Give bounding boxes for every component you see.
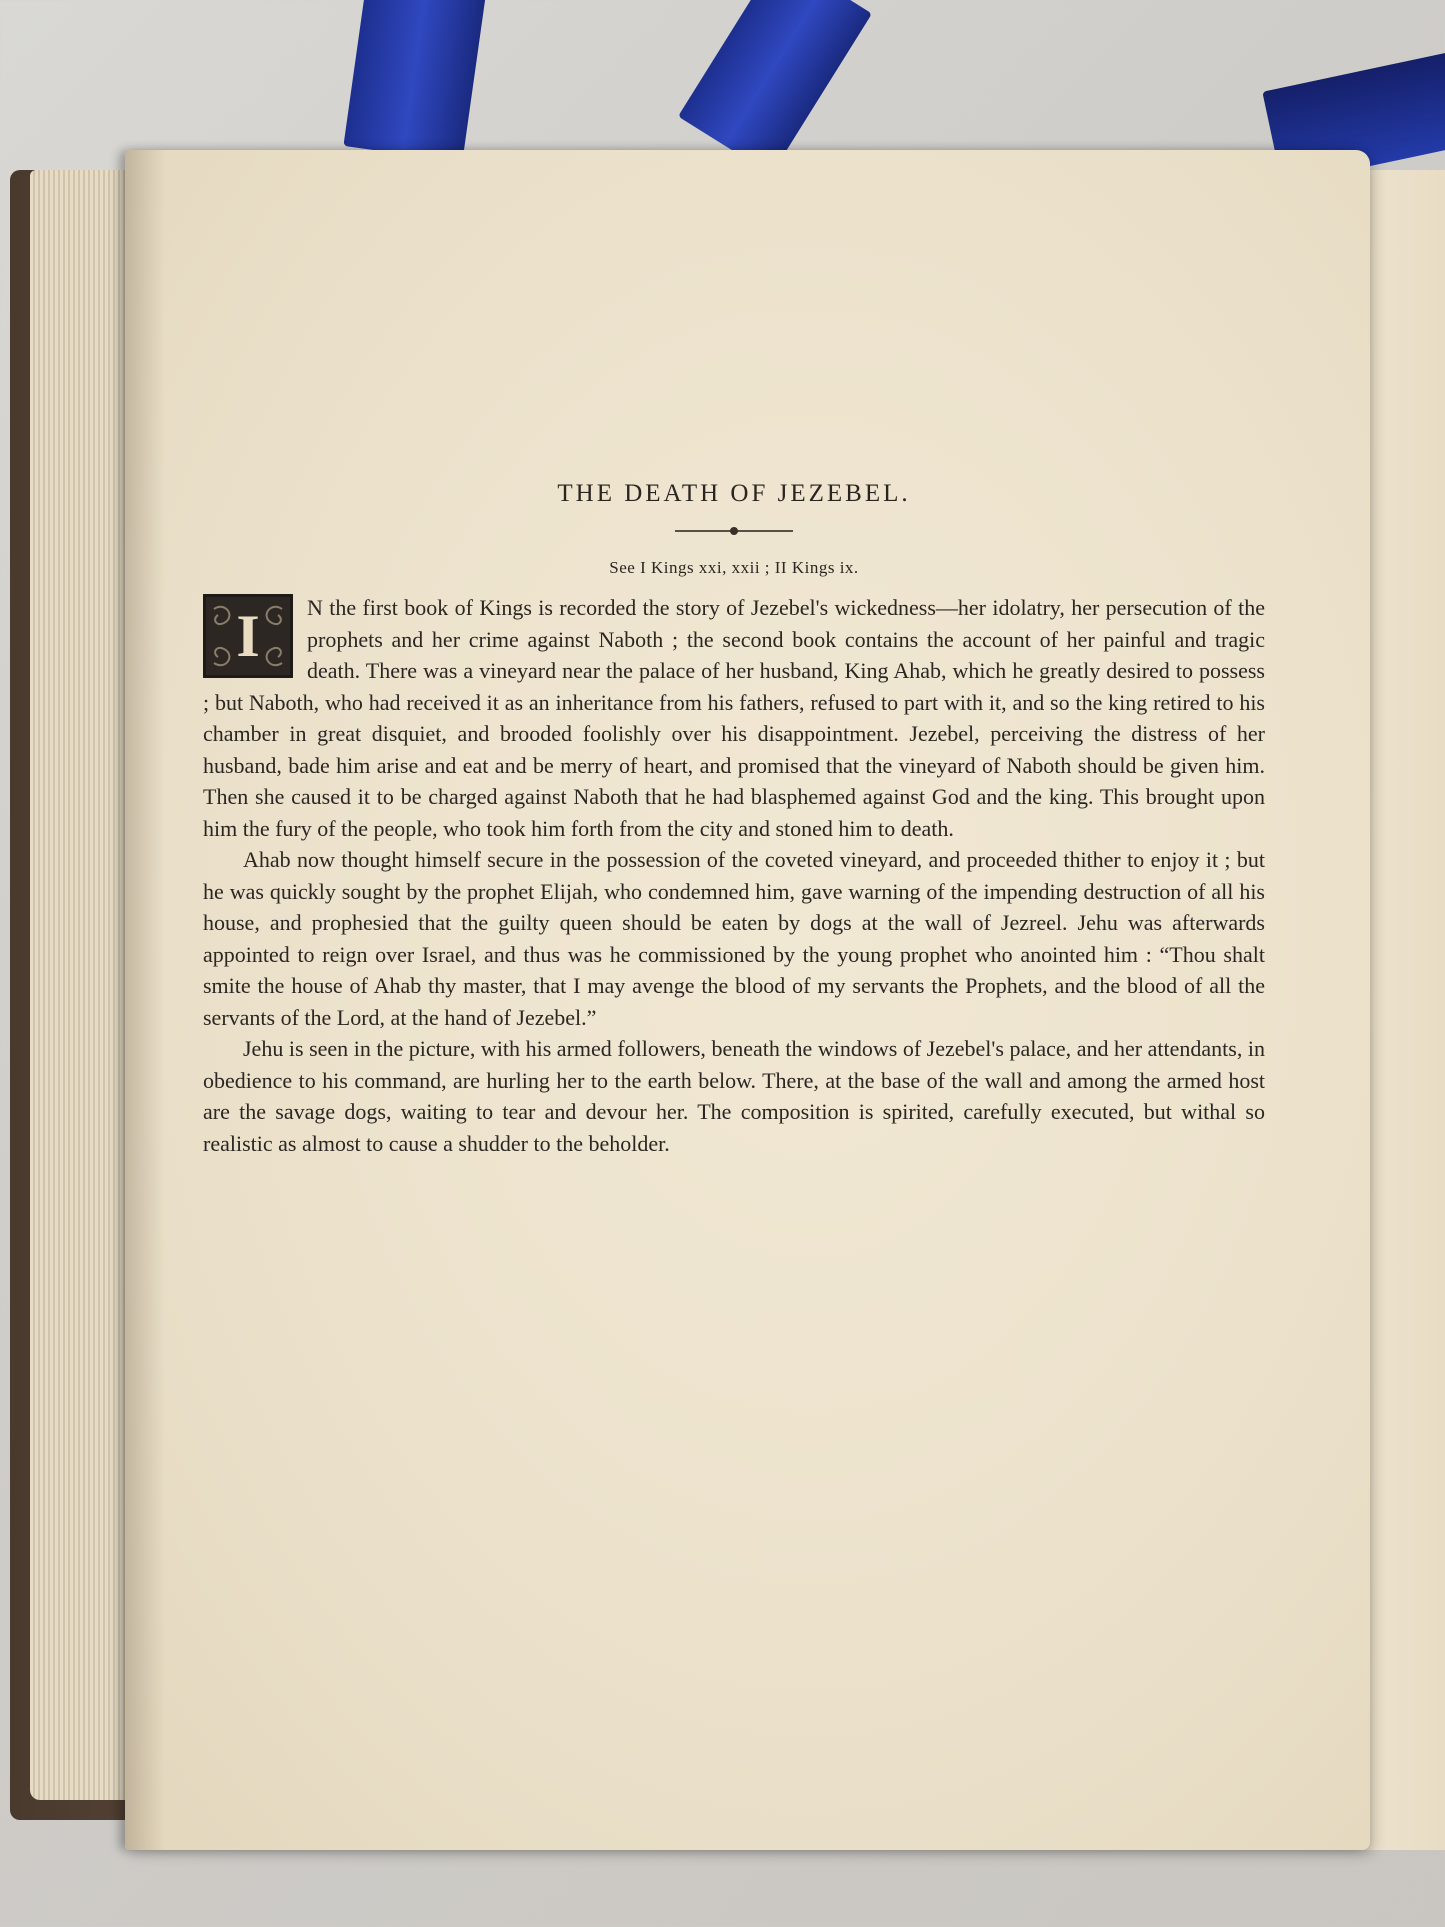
bookmark-ribbon (678, 0, 872, 175)
book-page (125, 150, 1370, 1850)
drop-cap-letter: I (236, 603, 260, 669)
paragraph-1-text: N the first book of Kings is recorded the story of Jezebel's wickedness—her idolatry, her persecution of the prophets and her crime against Naboth ; the second book contains the account of her painful and tragic death. There was a vineyard near the palace of her husband, King Ahab, which he greatly desired to possess ; but Naboth, who had received it as an inheritance from his fathers, refused to part with it, and so the king retired to his chamber in great disquiet, and brooded foolishly over his disappointment. Jezebel, perceiving the distress of her husband, bade him arise and eat and be merry of heart, and promised that the vineyard of Naboth should be given him. Then she caused it to be charged against Naboth that he had blasphemed against God and the king. This brought upon him the fury of the people, who took him forth from the city and stoned him to death. (203, 595, 1265, 841)
page-title: THE DEATH OF JEZEBEL. (557, 480, 911, 507)
paragraph-3: Jehu is seen in the picture, with his armed followers, beneath the windows of Jezebel's palace, and her attendants, in obedience to his command, are hurling her to the earth below. There, at the base of the wall and among the armed host are the savage dogs, waiting to tear and devour her. The composition is spirited, carefully executed, but withal so realistic as almost to cause a shudder to the beholder. (203, 1036, 1265, 1156)
scripture-reference: See I Kings xxi, xxii ; II Kings ix. (609, 558, 859, 577)
paragraph-2: Ahab now thought himself secure in the possession of the coveted vineyard, and proceeded thither to enjoy it ; but he was quickly sought by the prophet Elijah, who condemned him, gave warning of the impending destruction of all his house, and prophesied that the guilty queen should be eaten by dogs at the wall of Jezreel. Jehu was afterwards appointed to reign over Israel, and thus was he commissioned by the young prophet who anointed him : “Thou shalt smite the house of Ahab thy master, that I may avenge the blood of my servants the Prophets, and the blood of all the servants of the Lord, at the hand of Jezebel.” (203, 847, 1265, 1030)
paragraph-1 (203, 592, 1265, 844)
ornamental-rule (675, 530, 793, 532)
drop-cap-ornament (203, 594, 293, 678)
spine-shadow (125, 150, 165, 1850)
rule-dot (730, 527, 738, 535)
bookmark-ribbon (343, 0, 486, 162)
page-content (203, 480, 1265, 1159)
